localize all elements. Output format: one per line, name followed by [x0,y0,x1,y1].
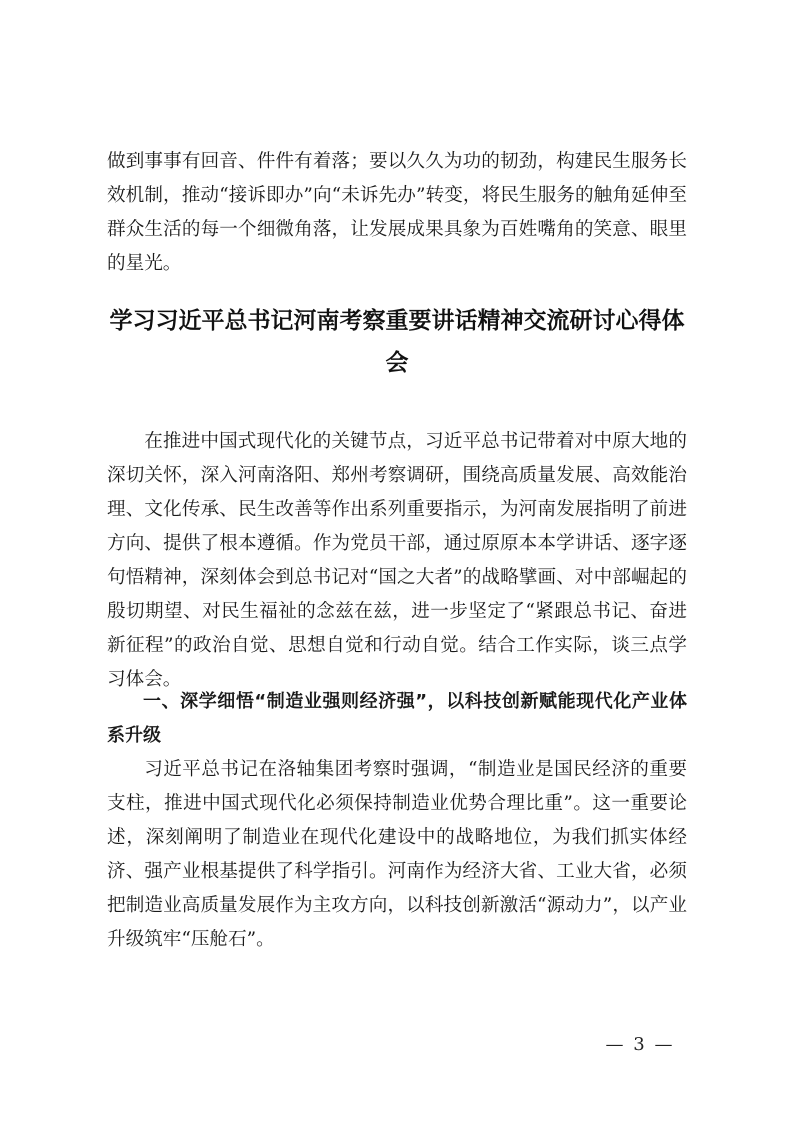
intro-paragraph: 在推进中国式现代化的关键节点，习近平总书记带着对中原大地的深切关怀，深入河南洛阳、郑州考察调研，围绕高质量发展、高效能治理、文化传承、民生改善等作出系列重要指示，为河南发展指明了前进方向、提供了根本遵循。作为党员干部，通过原原本本学讲话、逐字逐句悟精神，深刻体会到总书记对“国之大者”的战略擘画、对中部崛起的殷切期望、对民生福祉的念兹在兹，进一步坚定了“紧跟总书记、奋进新征程”的政治自觉、思想自觉和行动自觉。结合工作实际，谈三点学习体会。 [107,431,687,690]
section-1-body: 习近平总书记在洛轴集团考察时强调，“制造业是国民经济的重要支柱，推进中国式现代化必须保持制造业优势合理比重”。这一重要论述，深刻阐明了制造业在现代化建设中的战略地位，为我们抓实体经济、强产业根基提供了科学指引。河南作为经济大省、工业大省，必须把制造业高质量发展作为主攻方向，以科技创新激活“源动力”，以产业升级筑牢“压舱石”。 [107,759,687,950]
page-number: — 3 — [605,1034,675,1055]
lead-paragraph: 做到事事有回音、件件有着落；要以久久为功的韧劲，构建民生服务长效机制，推动“接诉即办”向“未诉先办”转变，将民生服务的触角延伸至群众生活的每一个细微角落，让发展成果具象为百姓嘴角的笑意、眼里的星光。 [107,151,687,274]
section-1-heading: 一、深学细悟“制造业强则经济强”，以科技创新赋能现代化产业体系升级 [107,691,687,746]
document-title: 学习习近平总书记河南考察重要讲话精神交流研讨心得体会 [109,308,685,376]
